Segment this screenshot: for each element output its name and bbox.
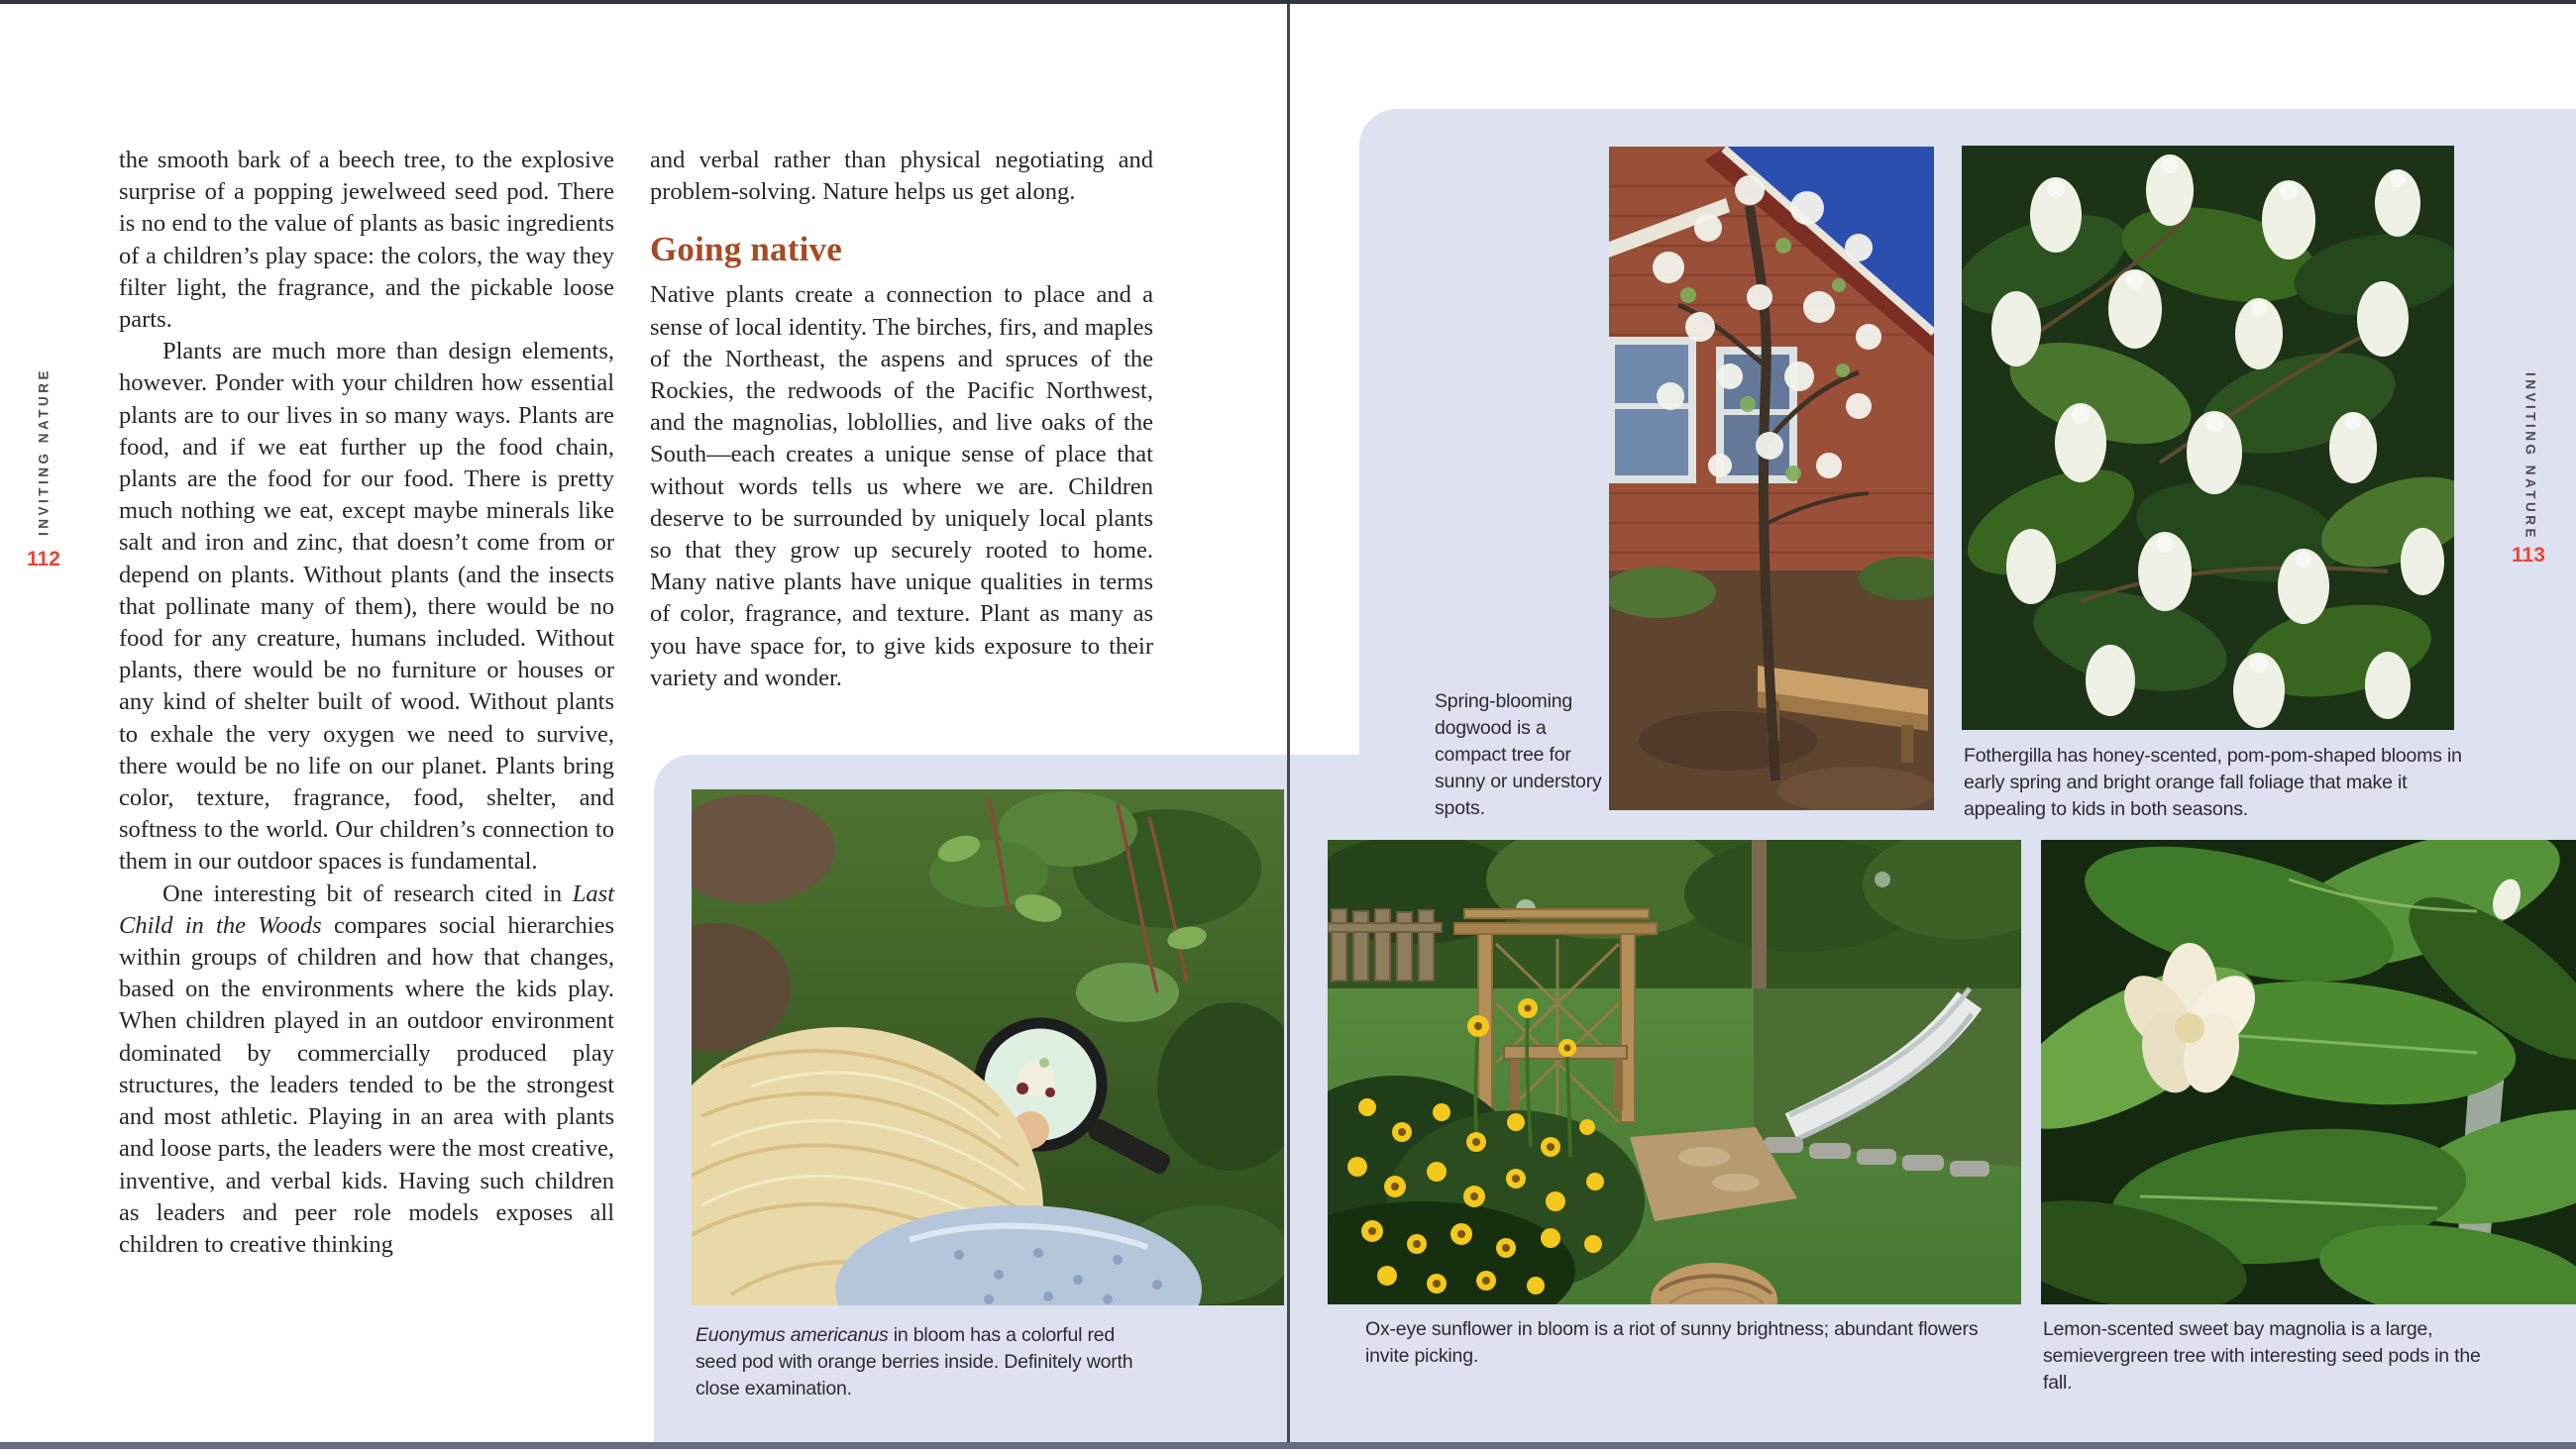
- running-head-left: INVITING NATURE: [36, 367, 52, 536]
- photo-sunflower-garden: [1328, 840, 2021, 1304]
- paragraph-text: compares social hierarchies within groups of children and how that changes, based on the environments where the kids play. When children played in an outdoor environment dominated by commercially produced play structures, the leaders tended to be the strongest and most athletic. Playing in an area with plants and loose parts, the leaders were the most creative, inventive, and verbal kids. Having such children as leaders and peer role models exposes all children to creative thinking: [119, 911, 614, 1258]
- paragraph: Native plants create a connection to place and a sense of local identity. The birches, firs, and maples of the Northeast, the aspens and spruces of the Rockies, the redwoods of the Pacific Northwest, and the magnolias, loblollies, and live oaks of the South—each creates a unique sense of place that without words tells us where we are. Children deserve to be surrounded by uniquely local plants so that they grow up securely rooted to home. Many native plants have unique qualities in terms of color, fragrance, and texture. Plant as many as you have space for, to give kids exposure to their variety and wonder.: [650, 281, 1153, 691]
- species-name-italic: Euonymus americanus: [696, 1324, 889, 1346]
- photo-fothergilla-blooms: [1962, 146, 2454, 730]
- caption-dogwood: Spring-blooming dogwood is a compact tree for sunny or understory spots.: [1435, 690, 1602, 819]
- top-edge-line: [0, 0, 2576, 4]
- right-column-text: [650, 145, 1153, 694]
- page-number-right: 113: [2512, 544, 2545, 567]
- running-head-right: INVITING NATURE: [2522, 372, 2538, 541]
- photo-magnolia-bloom: [2041, 840, 2576, 1304]
- caption-text: in bloom has a colorful red seed pod with orange berries inside. Definitely worth close examination.: [696, 1324, 1133, 1399]
- section-heading: Going native: [650, 230, 842, 269]
- page-gutter-line: [1287, 0, 1290, 1449]
- paragraph: Plants are much more than design elements, however. Ponder with your children how essential plants are to our lives in so many ways. Plants are food, and if we eat further up the food chain, plants are the food for our food. There is pretty much nothing we eat, except maybe minerals like salt and iron and zinc, that doesn’t come from or depend on plants. Without plants (and the insects that pollinate many of them), there would be no food for any creature, humans included. Without plants, there would be no furniture or houses or any kind of shelter built of wood. Without plants to exhale the very oxygen we need to survive, there would be no life on our planet. Plants bring color, texture, fragrance, food, shelter, and softness to the world. Our children’s connection to them in our outdoor spaces is fundamental.: [119, 338, 614, 876]
- caption-euonymus: [696, 1322, 1153, 1402]
- photo-dogwood-tree: [1609, 147, 1934, 810]
- photo-child-magnifier: [692, 789, 1284, 1305]
- book-title-italic: Last Child in the Woods: [119, 880, 614, 939]
- paragraph-text: One interesting bit of research cited in: [162, 880, 573, 907]
- paragraph: [119, 879, 614, 1261]
- fence: [1328, 909, 1442, 981]
- caption-oxeye: Ox-eye sunflower in bloom is a riot of sunny brightness; abundant flowers invite picking.: [1365, 1318, 1979, 1367]
- caption-magnolia: Lemon-scented sweet bay magnolia is a large, semievergreen tree with interesting seed pods in the fall.: [2043, 1318, 2481, 1394]
- page-number-left: 112: [27, 548, 60, 570]
- caption-fothergilla: Fothergilla has honey-scented, pom-pom-shaped blooms in early spring and bright orange fall foliage that make it appealing to kids in both seasons.: [1964, 745, 2462, 820]
- bottom-edge-line: [0, 1442, 2576, 1449]
- left-column-text: [119, 145, 614, 1261]
- paragraph: the smooth bark of a beech tree, to the explosive surprise of a popping jewelweed seed pod. There is no end to the value of plants as basic ingredients of a children’s play space: the colors, the way they filter light, the fragrance, and the pickable loose parts.: [119, 147, 614, 334]
- paragraph: and verbal rather than physical negotiating and problem-solving. Nature helps us get along.: [650, 147, 1153, 206]
